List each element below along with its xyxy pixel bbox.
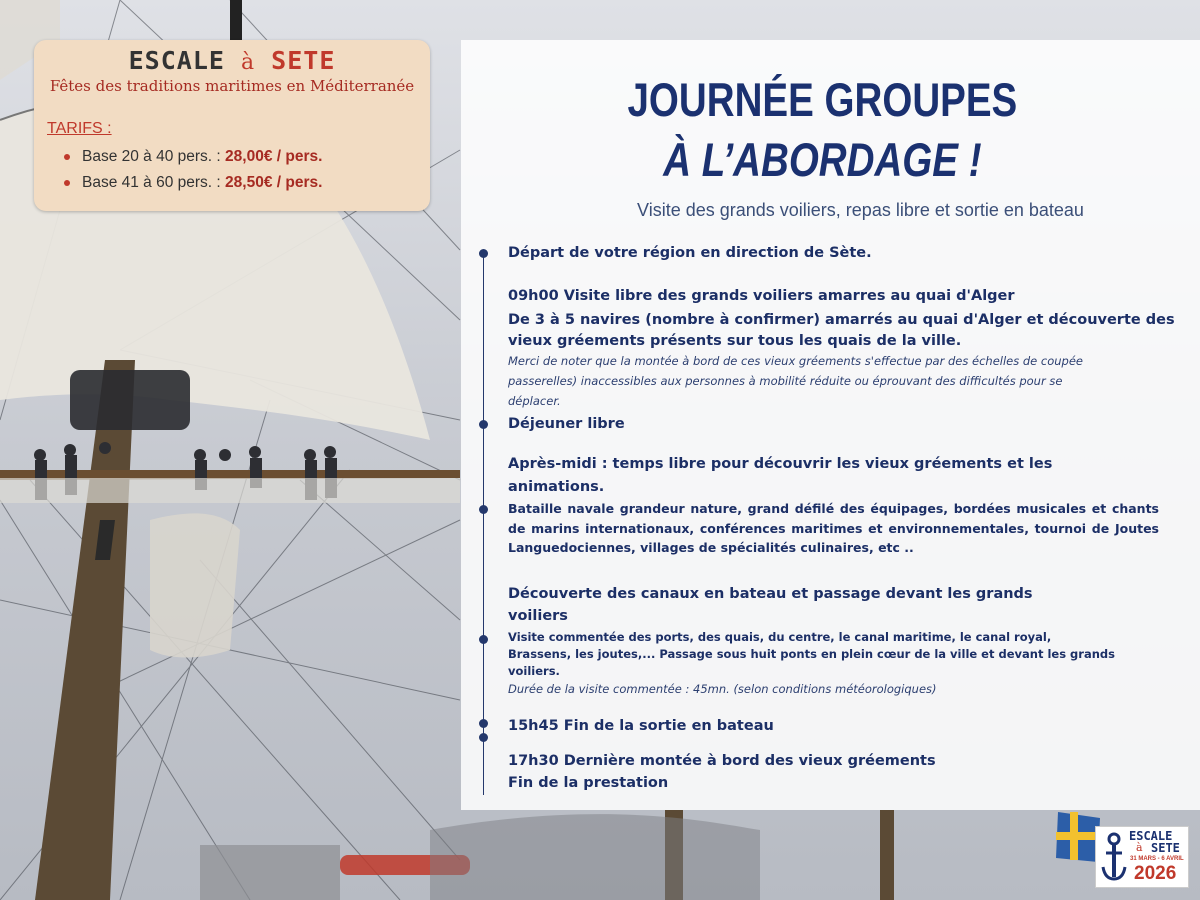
logo-dates: 31 MARS - 6 AVRIL: [1130, 856, 1184, 862]
tarifs-title: TARIFS :: [47, 120, 112, 137]
page-title-line-1: JOURNÉE GROUPES: [627, 73, 1018, 126]
step-apres-midi-body: Bataille navale grandeur nature, grand défilé des équipages, bordées musicales et chants de marins internationaux, conférences maritimes et environnementales, tournoi de Joutes Languedociennes, villages de spécialités culinaires, etc ..: [508, 501, 1159, 555]
brand-sete: SETE: [271, 46, 336, 75]
program-panel: [461, 40, 1200, 810]
step-dejeuner: Déjeuner libre: [508, 416, 625, 432]
step-canaux-body-2: Brassens, les joutes,... Passage sous huit ponts en plein cœur de la ville et devant les grands: [508, 647, 1115, 661]
step-visite-body-2: vieux gréements présents sur tous les quais de la ville.: [508, 333, 962, 349]
tarif-card: [34, 40, 430, 211]
step-visite-note-2: passerelles) inaccessibles aux personnes à mobilité réduite ou éprouvant des difficultés pour se: [508, 374, 1063, 388]
timeline-dot: [479, 733, 488, 742]
step-canaux-title-1: Découverte des canaux en bateau et passage devant les grands: [508, 586, 1033, 602]
logo-a: à: [1136, 841, 1143, 854]
timeline-dot: [479, 635, 488, 644]
timeline-line: [483, 255, 484, 795]
logo-sete: SETE: [1151, 841, 1180, 855]
tarifs-list: [62, 144, 322, 196]
brand-logo: [34, 46, 430, 75]
timeline-dot: [479, 505, 488, 514]
logo-escale: ESCALE: [1129, 829, 1173, 843]
page-subtitle: Visite des grands voiliers, repas libre et sortie en bateau: [637, 200, 1084, 220]
tarif-item: [62, 144, 322, 170]
tarif-price: 28,50€ / pers.: [225, 174, 323, 191]
timeline-dot: [479, 719, 488, 728]
tarif-price: 28,00€ / pers.: [225, 148, 323, 165]
step-canaux-body-3: voiliers.: [508, 664, 560, 678]
page-title-line-2: À L’ABORDAGE !: [663, 133, 982, 186]
tarif-label: Base 20 à 40 pers. :: [82, 148, 226, 165]
tarif-label: Base 41 à 60 pers. :: [82, 174, 226, 191]
step-apres-midi-title-1: Après-midi : temps libre pour découvrir les vieux gréements et les: [508, 456, 1053, 472]
step-visite-body-1: De 3 à 5 navires (nombre à confirmer) amarrés au quai d'Alger et découverte des: [508, 312, 1175, 328]
timeline-dot: [479, 420, 488, 429]
step-canaux-body-1: Visite commentée des ports, des quais, du centre, le canal maritime, le canal royal,: [508, 630, 1052, 644]
brand-tagline: Fêtes des traditions maritimes en Méditerranée: [49, 77, 415, 95]
step-fin-sortie: 15h45 Fin de la sortie en bateau: [508, 718, 774, 734]
anchor-icon: [1100, 831, 1128, 883]
step-visite-note-1: Merci de noter que la montée à bord de ces vieux gréements s'effectue par des échelles de coupée: [508, 354, 1084, 368]
event-logo: [1095, 826, 1189, 888]
brand-a: à: [240, 50, 256, 75]
step-visite-note-3: déplacer.: [508, 394, 561, 408]
timeline-dot: [479, 249, 488, 258]
step-canaux-title-2: voiliers: [508, 608, 568, 624]
logo-year: 2026: [1134, 863, 1177, 884]
step-depart: Départ de votre région en direction de Sète.: [508, 245, 872, 261]
step-canaux-note: Durée de la visite commentée : 45mn. (selon conditions météorologiques): [508, 682, 937, 696]
step-derniere-montee: 17h30 Dernière montée à bord des vieux gréements: [508, 753, 936, 769]
step-apres-midi-title-2: animations.: [508, 479, 605, 495]
brand-escale: ESCALE: [128, 46, 225, 75]
tarif-item: [62, 170, 322, 196]
step-fin-prestation: Fin de la prestation: [508, 775, 669, 791]
step-visite-title: 09h00 Visite libre des grands voiliers amarres au quai d'Alger: [508, 288, 1015, 304]
